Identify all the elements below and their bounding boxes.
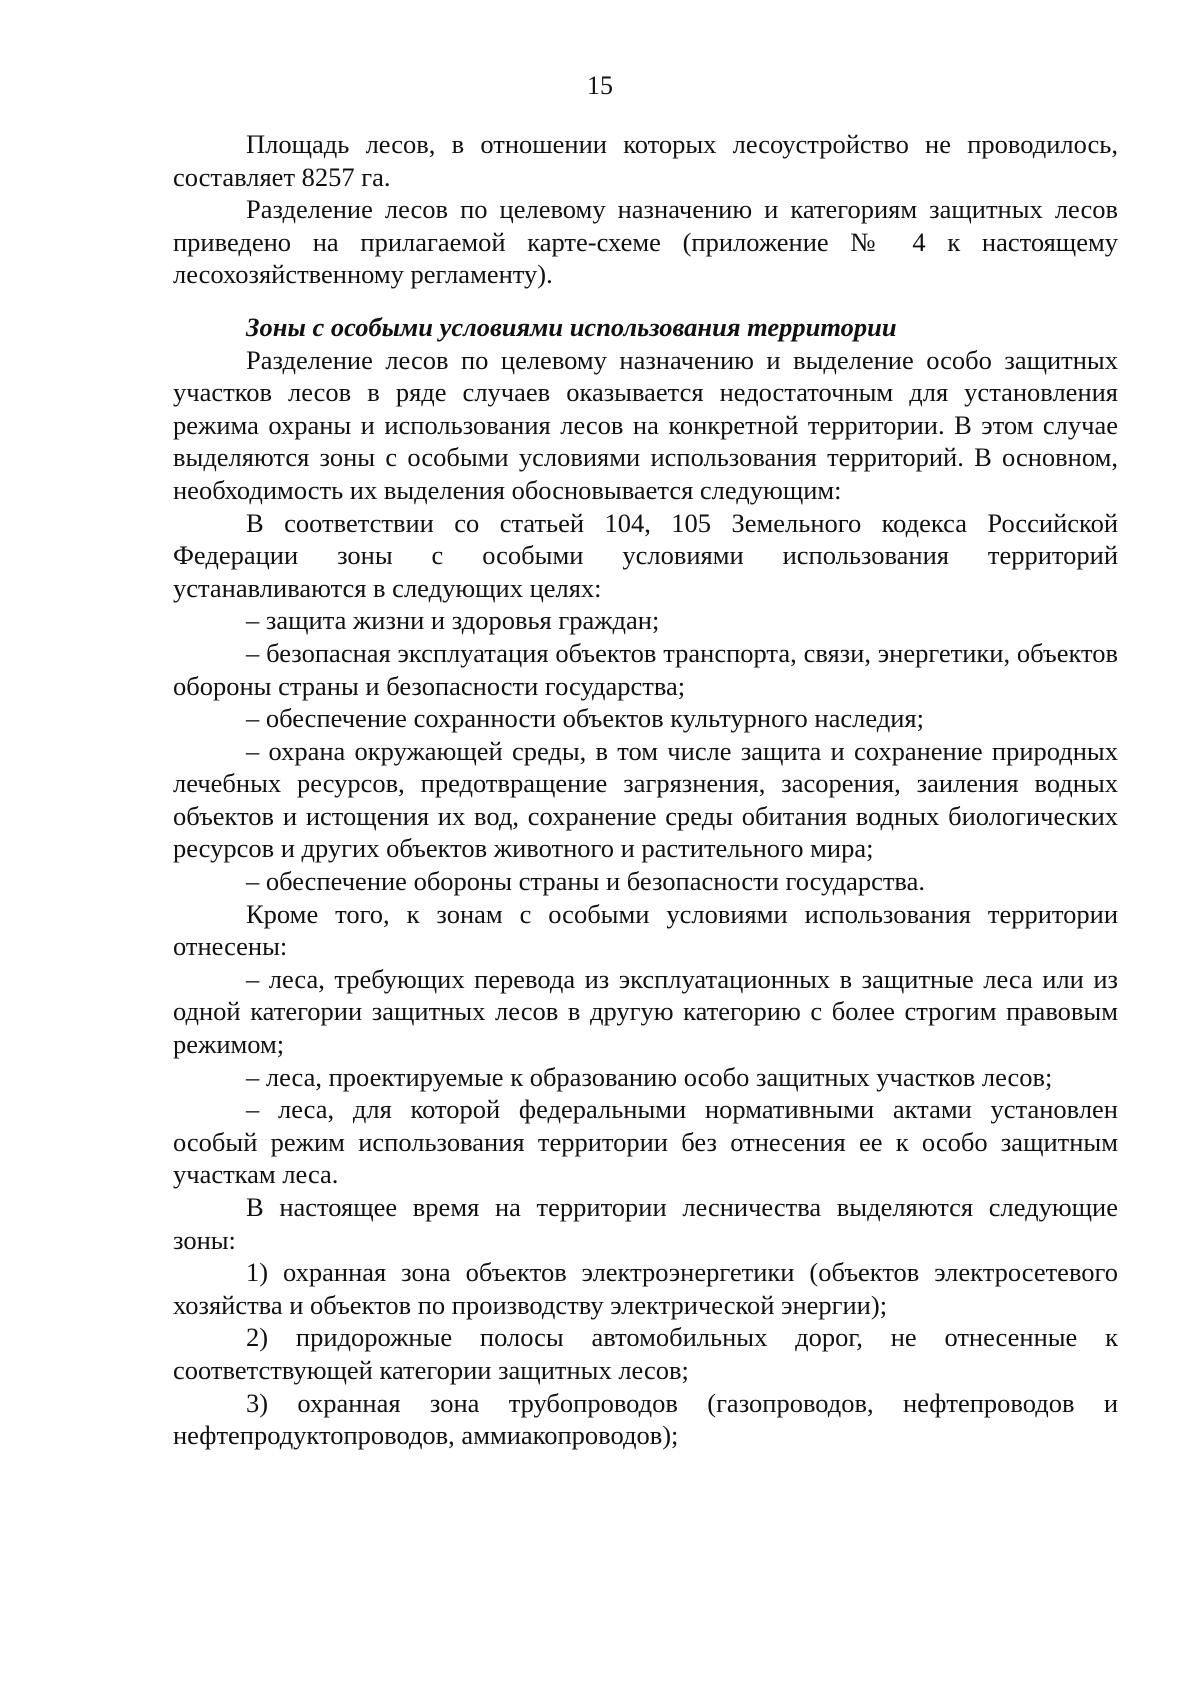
paragraph-current-zones: В настоящее время на территории лесничества выделяются следующие зоны: bbox=[173, 1192, 1118, 1255]
paragraph-forest-area-without-survey: Площадь лесов, в отношении которых лесоустройство не проводилось, составляет 8257 га. bbox=[173, 129, 1118, 192]
list-item-purpose: – обеспечение обороны страны и безопасности государства. bbox=[246, 866, 925, 897]
paragraph-forest-division-map: Разделение лесов по целевому назначению и категориям защитных лесов приведено на прилагаемой карте-схеме (приложение № 4 к настоящему лесохозяйственному регламенту). bbox=[173, 194, 1118, 290]
paragraph-additional-zones: Кроме того, к зонам с особыми условиями использования территории отнесены: bbox=[173, 898, 1118, 962]
list-item-zone: 3) охранная зона трубопроводов (газопроводов, нефтепроводов и нефтепродуктопроводов, аммиакопроводов); bbox=[173, 1387, 1118, 1451]
list-item-purpose: – безопасная эксплуатация объектов транспорта, связи, энергетики, объектов обороны страны и безопасности государства; bbox=[173, 637, 1118, 701]
paragraph-zones-intro: Разделение лесов по целевому назначению и выделение особо защитных участков лесов в ряде случаев оказывается недостаточным для установления режима охраны и использования лесов на конкретной территории. В этом случае выделяются зоны с особыми условиями использования территорий. В основном, необходимость их выделения обосновывается следующим: bbox=[173, 344, 1118, 505]
list-item-purpose: – охрана окружающей среды, в том числе защита и сохранение природных лечебных ресурсов, предотвращение загрязнения, засорения, заиления водных объектов и истощения их вод, сохранение среды обитания водных биологических ресурсов и других объектов животного и растительного мира; bbox=[173, 735, 1118, 864]
page-number: 15 bbox=[587, 71, 613, 100]
list-item-purpose: – защита жизни и здоровья граждан; bbox=[246, 605, 660, 636]
list-item-purpose: – обеспечение сохранности объектов культурного наследия; bbox=[246, 703, 924, 734]
list-item-zone: 2) придорожные полосы автомобильных дорог, не отнесенные к соответствующей категории защитных лесов; bbox=[173, 1322, 1118, 1385]
section-heading: Зоны с особыми условиями использования территории bbox=[246, 311, 897, 342]
list-item-additional-zone: – леса, проектируемые к образованию особо защитных участков лесов; bbox=[246, 1061, 1053, 1092]
document-body bbox=[173, 128, 1118, 1452]
list-item-additional-zone: – леса, требующих перевода из эксплуатационных в защитные леса или из одной категории защитных лесов в другую категорию с более строгим правовым режимом; bbox=[173, 963, 1118, 1060]
paragraph-land-code-reference: В соответствии со статьей 104, 105 Земельного кодекса Российской Федерации зоны с особыми условиями использования территорий устанавливаются в следующих целях: bbox=[173, 507, 1118, 603]
list-item-zone: 1) охранная зона объектов электроэнергетики (объектов электросетевого хозяйства и объектов по производству электрической энергии); bbox=[173, 1257, 1118, 1320]
list-item-additional-zone: – леса, для которой федеральными нормативными актами установлен особый режим использования территории без отнесения ее к особо защитным участкам леса. bbox=[173, 1094, 1118, 1190]
